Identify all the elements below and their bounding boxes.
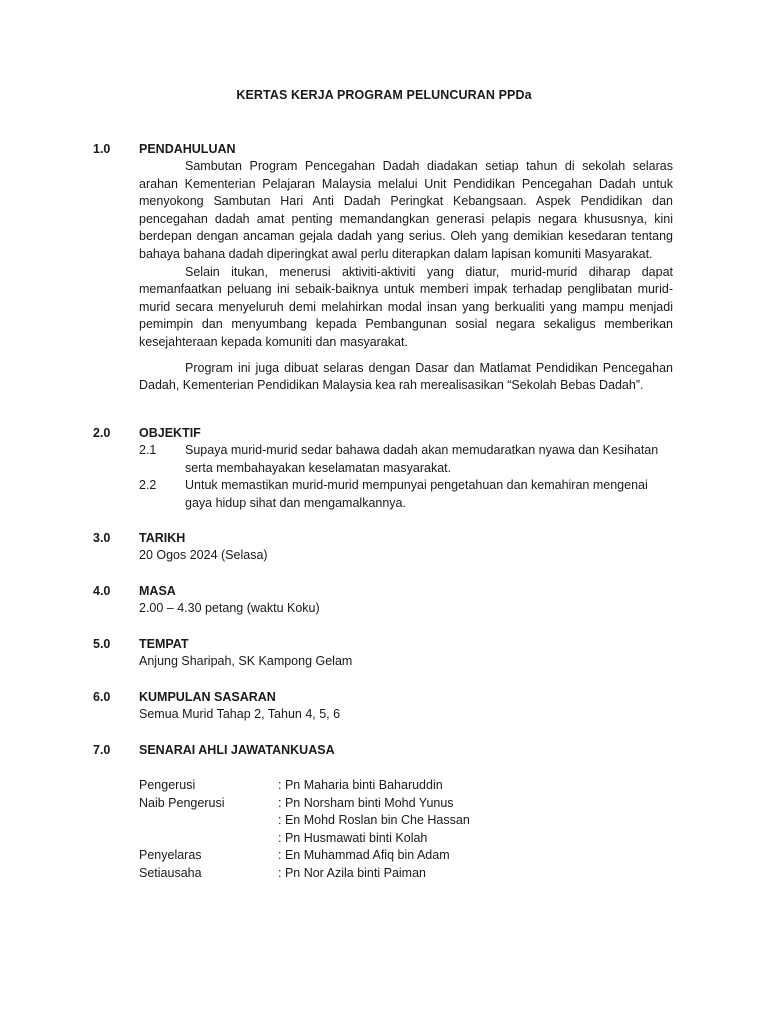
item-number: 2.2: [139, 478, 157, 493]
section-number: 2.0: [93, 426, 111, 440]
committee-member: : En Muhammad Afiq bin Adam: [278, 848, 450, 863]
paragraph: Program ini juga dibuat selaras dengan Dasar dan Matlamat Pendidikan Pencegahan Dadah, Kementerian Pendidikan Malaysia kea rah merealisasikan “Sekolah Bebas Dadah”.: [139, 360, 673, 393]
committee-role: Penyelaras: [139, 848, 202, 863]
paragraph: Selain itukan, menerusi aktiviti-aktiviti yang diatur, murid-murid diharap dapat memanfaatkan peluang ini sebaik-baiknya untuk memberi impak terhadap penglibatan murid-murid secara menyeluruh demi melahirkan modal insan yang berkualiti yang mampu menjadi pemimpin dan menyumbang kepada Pembangunan sosial negara sekaligus memberikan kesejahteraan kepada komuniti dan masyarakat.: [139, 264, 673, 349]
committee-row: [139, 812, 673, 830]
list-item: [139, 442, 673, 477]
time-value: 2.00 – 4.30 petang (waktu Koku): [139, 601, 320, 615]
section-number: 6.0: [93, 690, 111, 704]
item-text: Supaya murid-murid sedar bahawa dadah akan memudaratkan nyawa dan Kesihatan serta membahayakan keselamatan masyarakat.: [185, 443, 659, 475]
section-heading: TARIKH: [139, 531, 186, 545]
committee-member: : Pn Husmawati binti Kolah: [278, 830, 428, 845]
committee-row: [139, 830, 673, 848]
date-value: 20 Ogos 2024 (Selasa): [139, 548, 268, 562]
section-body: [139, 158, 673, 395]
committee-role: Naib Pengerusi: [139, 795, 225, 810]
list-item: [139, 477, 673, 512]
section-number: 3.0: [93, 531, 111, 545]
committee-list: [139, 777, 673, 883]
objective-list: [139, 442, 673, 512]
item-number: 2.1: [139, 443, 157, 457]
section-heading: PENDAHULUAN: [139, 142, 236, 156]
committee-member: : Pn Maharia binti Baharuddin: [278, 778, 443, 792]
section-heading: OBJEKTIF: [139, 426, 201, 440]
paragraph: Sambutan Program Pencegahan Dadah diadakan setiap tahun di sekolah selaras arahan Kementerian Pelajaran Malaysia melalui Unit Pendidikan Pencegahan Dadah untuk menyokong Sambutan Hari Anti Dadah Peringkat Kebangsaan. Aspek Pendidikan dan pencegahan dadah amat penting memandangkan generasi pelapis negara khususnya, kini berdepan dengan ancaman gejala dadah yang serius. Oleh yang demikian kesedaran tentang bahaya bahana dadah diperingkat awal perlu diterapkan dalam lapisan komuniti Masyarakat.: [139, 159, 673, 261]
committee-member: : En Mohd Roslan bin Che Hassan: [278, 813, 470, 828]
section-number: 5.0: [93, 637, 111, 651]
section-heading: MASA: [139, 584, 176, 598]
section-heading: KUMPULAN SASARAN: [139, 690, 276, 704]
section-number: 1.0: [93, 142, 111, 156]
committee-role: Pengerusi: [139, 778, 196, 792]
committee-row: [139, 865, 673, 883]
item-text: Untuk memastikan murid-murid mempunyai pengetahuan dan kemahiran mengenai gaya hidup sihat dan mengamalkannya.: [185, 478, 648, 510]
document-title: KERTAS KERJA PROGRAM PELUNCURAN PPDa: [236, 88, 532, 102]
target-group-value: Semua Murid Tahap 2, Tahun 4, 5, 6: [139, 707, 341, 721]
committee-member: : Pn Norsham binti Mohd Yunus: [278, 795, 454, 810]
committee-role: Setiausaha: [139, 865, 202, 880]
committee-member: : Pn Nor Azila binti Paiman: [278, 865, 426, 880]
committee-row: [139, 847, 673, 865]
section-heading: TEMPAT: [139, 637, 189, 651]
section-number: 4.0: [93, 584, 111, 598]
committee-row: [139, 777, 673, 795]
place-value: Anjung Sharipah, SK Kampong Gelam: [139, 654, 353, 668]
section-heading: SENARAI AHLI JAWATANKUASA: [139, 743, 335, 757]
committee-row: [139, 795, 673, 813]
section-number: 7.0: [93, 743, 111, 757]
